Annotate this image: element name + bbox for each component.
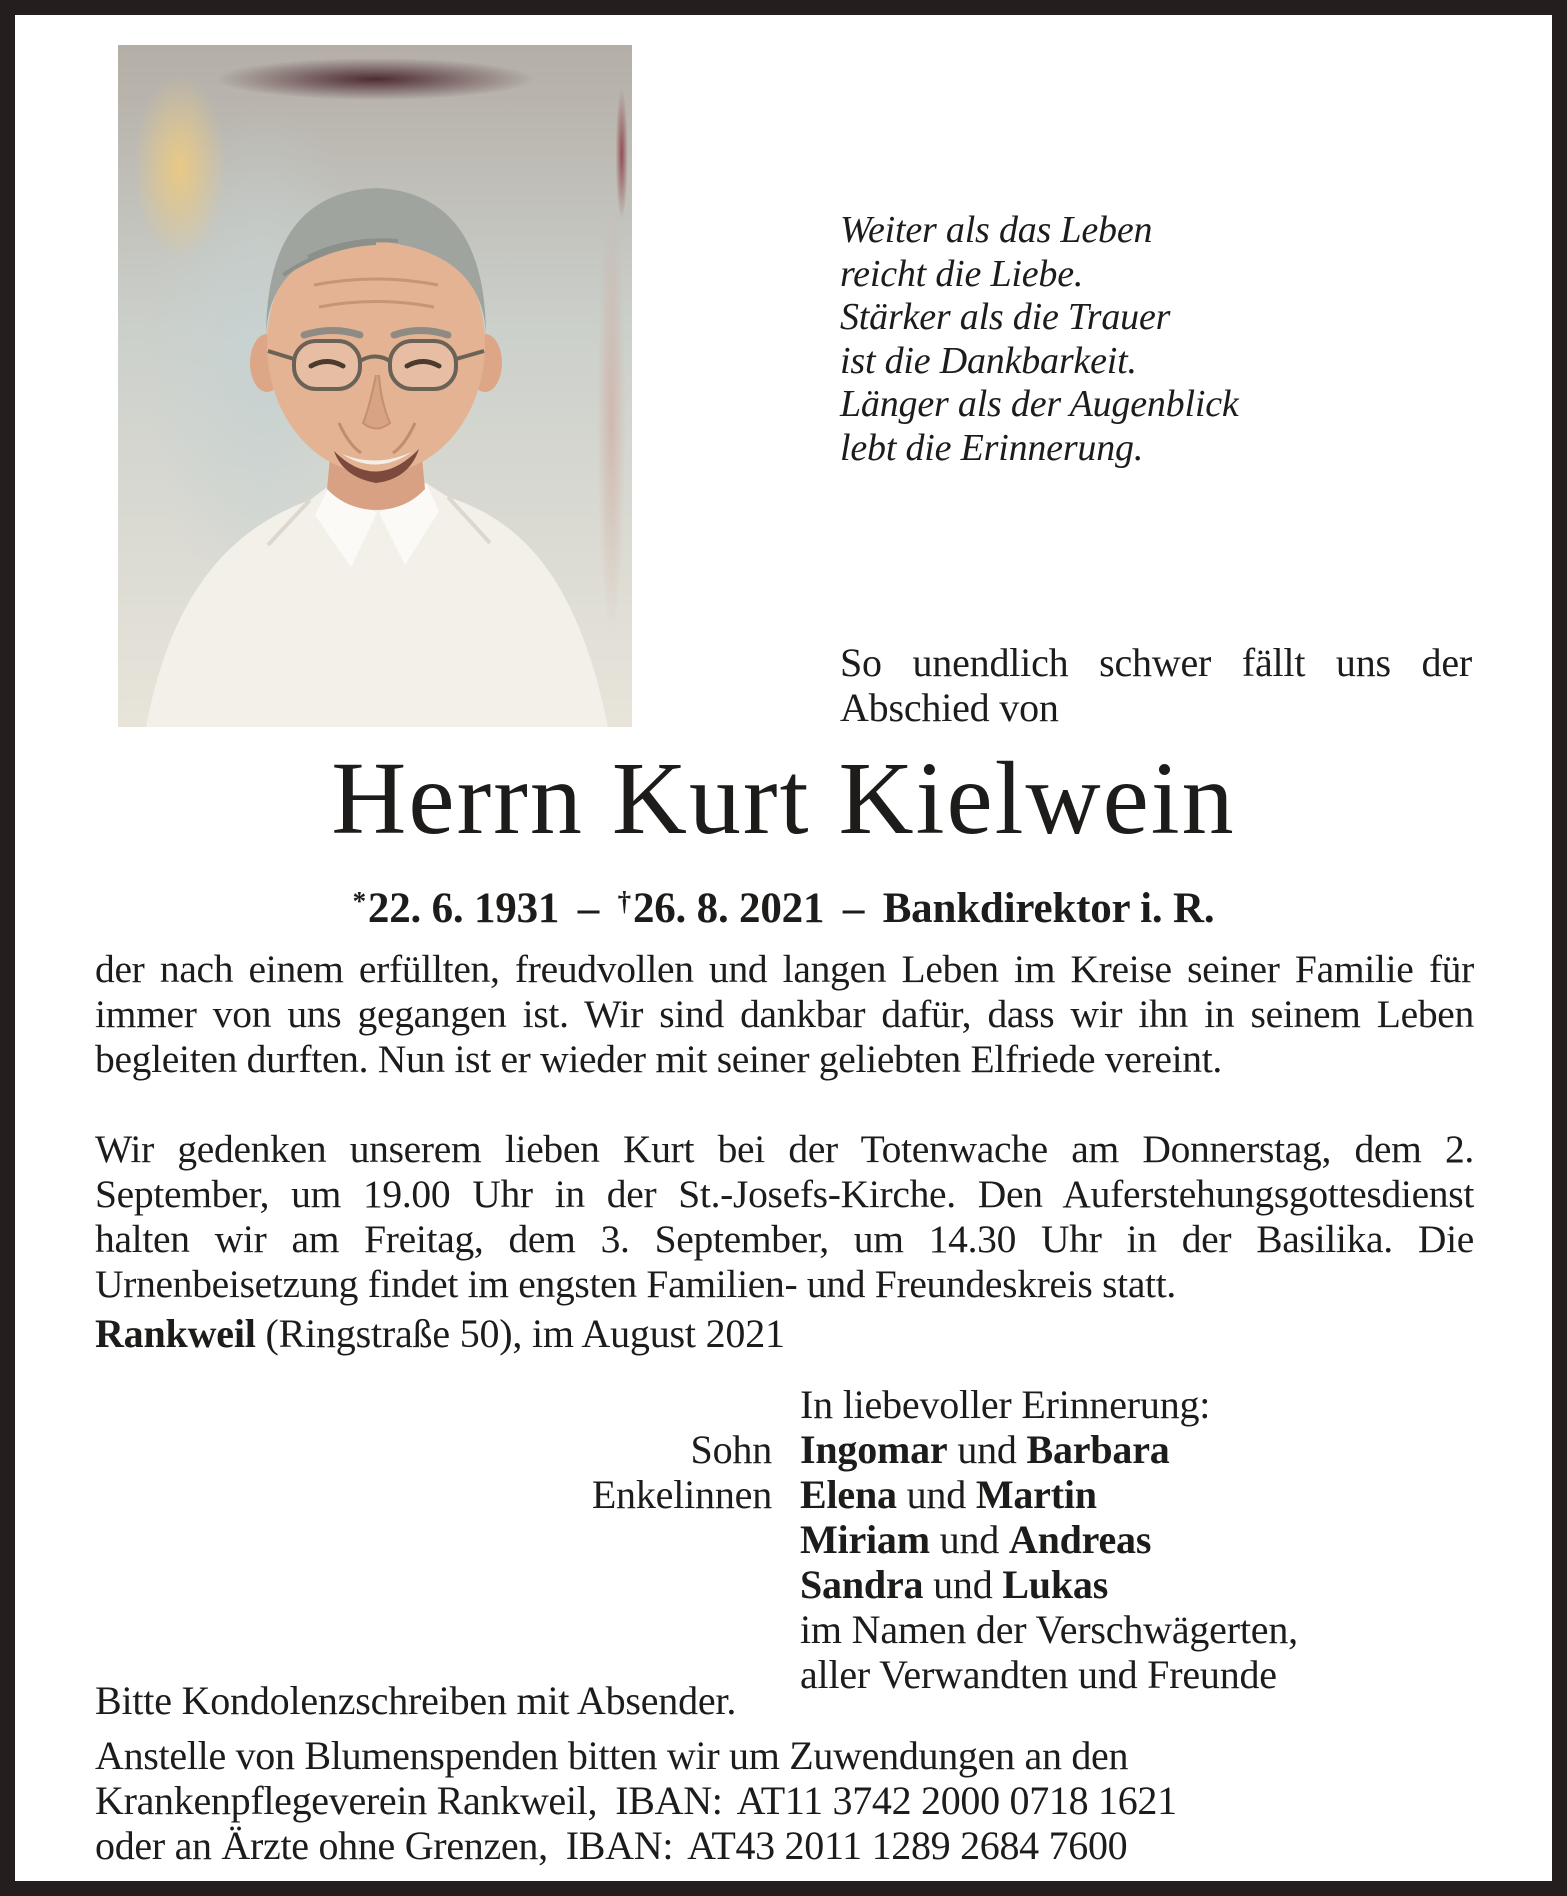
- mourner-name: Sandra: [800, 1562, 924, 1607]
- farewell-intro: So unendlich schwer fällt uns der Abschied von: [840, 640, 1472, 730]
- death-symbol: †: [617, 886, 631, 916]
- donation-org: Krankenpflegeverein Rankweil,: [95, 1778, 598, 1823]
- dash: –: [577, 885, 600, 932]
- portrait-photo: [118, 45, 632, 727]
- donation-line: [95, 1823, 1177, 1868]
- verse-line: Weiter als das Leben: [840, 209, 1153, 251]
- mourner-label: [95, 1517, 772, 1562]
- mourner-label: Sohn: [690, 1427, 772, 1472]
- mourner-name: Barbara: [1026, 1427, 1170, 1472]
- verse-line: Stärker als die Trauer: [840, 296, 1171, 338]
- iban-label: IBAN:: [565, 1823, 674, 1868]
- dates-line: [15, 884, 1552, 938]
- profession: Bankdirektor i. R.: [882, 885, 1215, 932]
- donation-line: Anstelle von Blumenspenden bitten wir um Zuwendungen an den: [95, 1733, 1129, 1778]
- mourner-name: Lukas: [1002, 1562, 1109, 1607]
- mourner-name: Andreas: [1008, 1517, 1152, 1562]
- mourner-name: Elena: [800, 1472, 897, 1517]
- place-name: Rankweil: [95, 1311, 256, 1356]
- condolence-note: Bitte Kondolenzschreiben mit Absender.: [95, 1678, 737, 1723]
- verse-line: Länger als der Augenblick: [840, 383, 1239, 425]
- mourners-block: [95, 1382, 1492, 1697]
- mourner-row: [95, 1517, 1492, 1562]
- iban-number: AT43 2011 1289 2684 7600: [687, 1823, 1128, 1868]
- mourner-name: Miriam: [800, 1517, 930, 1562]
- mourners-heading: In liebevoller Erinnerung:: [800, 1382, 1211, 1427]
- iban-number: AT11 3742 2000 0718 1621: [736, 1778, 1177, 1823]
- connector: und: [939, 1517, 1000, 1562]
- mourner-names: [800, 1427, 1170, 1472]
- memorial-verse: [840, 209, 1239, 470]
- verse-line: reicht die Liebe.: [840, 252, 1084, 295]
- donation-line: [95, 1778, 1177, 1823]
- mourner-row: [95, 1562, 1492, 1607]
- donation-org: oder an Ärzte ohne Grenzen,: [95, 1823, 548, 1868]
- dash: –: [842, 885, 865, 932]
- birth-date: 22. 6. 1931: [367, 885, 560, 932]
- place-line: [95, 1311, 785, 1357]
- iban-label: IBAN:: [615, 1778, 723, 1823]
- mourner-names: [800, 1517, 1151, 1562]
- mourners-closing: aller Verwandten und Freunde: [800, 1652, 1277, 1697]
- connector: und: [957, 1427, 1017, 1472]
- mourner-row: [95, 1472, 1492, 1517]
- portrait-illustration: [118, 45, 632, 727]
- death-date: 26. 8. 2021: [632, 885, 825, 932]
- mourner-name: Martin: [975, 1472, 1097, 1517]
- mourner-label: Enkelinnen: [591, 1472, 772, 1517]
- connector: und: [906, 1472, 967, 1517]
- obituary-paragraph: der nach einem erfüllten, freudvollen und langen Leben im Kreise seiner Familie für immer von uns gegangen ist. Wir sind dankbar dafür, dass wir ihn in seinem Leben begleiten durften. Nun ist er wieder mit seiner geliebten Elfriede vereint.: [95, 947, 1474, 1081]
- deceased-name: Herrn Kurt Kielwein: [331, 741, 1236, 856]
- mourner-row: [95, 1427, 1492, 1472]
- mourner-label: [95, 1562, 772, 1607]
- obituary-page: [15, 15, 1552, 1881]
- verse-line: ist die Dankbarkeit.: [840, 339, 1137, 382]
- birth-symbol: *: [352, 886, 366, 916]
- verse-line: lebt die Erinnerung.: [840, 426, 1144, 469]
- place-rest: (Ringstraße 50), im August 2021: [265, 1311, 785, 1356]
- mourners-closing: im Namen der Verschwägerten,: [800, 1607, 1298, 1652]
- mourner-name: Ingomar: [800, 1427, 948, 1472]
- donation-block: [95, 1733, 1177, 1868]
- service-paragraph: Wir gedenken unserem lieben Kurt bei der Totenwache am Donnerstag, dem 2. September, um 19.00 Uhr in der St.-Josefs-Kirche. Den Auferstehungsgottesdienst halten wir am Freitag, dem 3. September, um 14.30 Uhr in der Basilika. Die Urnenbeisetzung findet im engsten Familien- und Freundeskreis statt.: [95, 1127, 1474, 1306]
- connector: und: [933, 1562, 993, 1607]
- mourner-names: [800, 1562, 1108, 1607]
- mourner-names: [800, 1472, 1097, 1517]
